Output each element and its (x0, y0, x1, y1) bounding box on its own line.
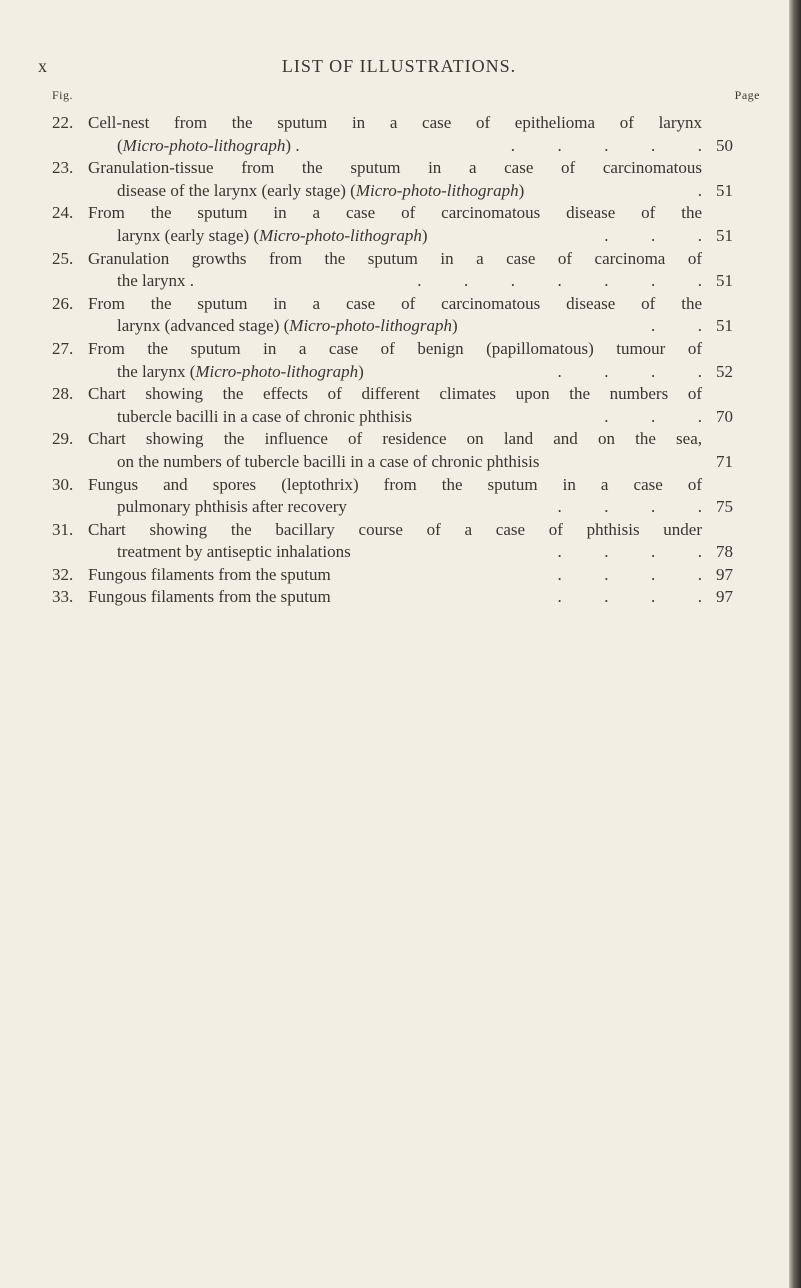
dot-leader: . . . . (557, 497, 702, 517)
entry-description-continued (117, 406, 412, 429)
figure-number: 24. (52, 203, 74, 223)
page-number-ref: 97 (716, 564, 733, 584)
page-number-ref: 51 (716, 316, 733, 336)
entry-description-continued (117, 270, 194, 293)
entry-line (52, 541, 760, 564)
plate-type: Micro-photo-lithograph (259, 225, 422, 245)
entry-description-continued (117, 496, 347, 519)
description-text: disease of the larynx (early stage) ( (117, 180, 356, 200)
entry-description-continued (117, 315, 458, 338)
description-text: ) . (285, 135, 300, 155)
plate-type: Micro-photo-lithograph (289, 316, 453, 336)
description-text: ) (358, 361, 364, 381)
entry-line (52, 586, 760, 609)
entry-description-continued (117, 180, 524, 203)
entry-line (52, 225, 760, 248)
entry-description: Fungous filaments from the sputum (88, 587, 331, 607)
entry-description: From the sputum in a case of benign (papillomatous) tumour of (88, 338, 702, 358)
page-number-ref: 52 (716, 361, 733, 381)
description-text: the larynx ( (117, 361, 196, 381)
page-number-ref: 70 (716, 406, 733, 426)
figure-number: 22. (52, 113, 74, 132)
entry-description: Cell-nest from the sputum in a case of epithelioma of larynx (88, 113, 702, 132)
running-head (38, 56, 760, 80)
entry-description: Chart showing the effects of different climates upon the numbers of (88, 384, 702, 404)
figure-number: 28. (52, 384, 74, 404)
entry-line (52, 564, 760, 587)
list-item (52, 248, 760, 293)
page-number-ref: 78 (716, 542, 733, 562)
illustrations-list (52, 112, 760, 609)
description-text: ( (117, 135, 123, 155)
page-number-ref: 71 (716, 451, 733, 471)
page-number-ref: 50 (716, 135, 733, 155)
entry-description-continued (117, 135, 300, 158)
entry-line (52, 248, 760, 271)
list-item (52, 293, 760, 338)
entry-description: Granulation-tissue from the sputum in a case of carcinomatous (88, 158, 702, 178)
dot-leader: . . . . (557, 361, 702, 381)
figure-number: 25. (52, 248, 74, 268)
description-text: larynx (early stage) ( (117, 225, 260, 245)
page-number-ref: 75 (716, 497, 733, 517)
dot-leader: . . . (604, 406, 702, 426)
entry-line (52, 383, 760, 406)
list-item (52, 202, 760, 247)
figure-number: 27. (52, 338, 74, 358)
description-text: ) (421, 225, 428, 245)
entry-description-continued (117, 541, 351, 564)
dot-leader: . . . . . . . (417, 271, 702, 291)
entry-line (52, 451, 760, 474)
plate-type: Micro-photo-lithograph (122, 135, 286, 155)
page-number-ref: 97 (716, 587, 733, 607)
list-item (52, 428, 760, 473)
figure-number: 33. (52, 587, 74, 607)
entry-line (52, 135, 760, 158)
figure-number: 23. (52, 158, 74, 178)
book-spine-edge (789, 0, 801, 1288)
page-number-ref: 51 (716, 225, 733, 245)
entry-line (52, 496, 760, 519)
entry-description-continued (117, 361, 364, 384)
figure-number: 30. (52, 474, 74, 494)
list-item (52, 157, 760, 202)
figure-number: 31. (52, 519, 74, 539)
plate-type: Micro-photo-lithograph (355, 180, 519, 200)
entry-description: Granulation growths from the sputum in a case of carcinoma of (88, 248, 702, 268)
entry-description-continued (117, 225, 428, 248)
figure-number: 26. (52, 293, 74, 313)
page-number-ref: 51 (716, 180, 733, 200)
entry-description: Chart showing the bacillary course of a case of phthisis under (88, 519, 702, 539)
entry-line (52, 180, 760, 203)
list-item (52, 586, 760, 609)
list-item (52, 519, 760, 564)
dot-leader: . . . . (557, 542, 702, 562)
entry-description: Fungus and spores (leptothrix) from the sputum in a case of (88, 474, 702, 494)
page-number-ref: 51 (716, 271, 733, 291)
entry-description: From the sputum in a case of carcinomatous disease of the (88, 203, 702, 223)
entry-line (52, 315, 760, 338)
dot-leader: . . (651, 316, 702, 336)
description-text: on the numbers of tubercle bacilli in a case of chronic phthisis (117, 451, 540, 471)
dot-leader: . . . . (557, 564, 702, 584)
entry-line (52, 293, 760, 316)
page-column-heading: Page (734, 88, 760, 102)
column-headings (52, 88, 760, 104)
description-text: pulmonary phthisis after recovery (117, 497, 347, 517)
entry-description: Fungous filaments from the sputum (88, 564, 331, 584)
entry-line (52, 406, 760, 429)
entry-line (52, 338, 760, 361)
list-item (52, 474, 760, 519)
entry-description: From the sputum in a case of carcinomatous disease of the (88, 293, 702, 313)
plate-type: Micro-photo-lithograph (195, 361, 359, 381)
list-item (52, 338, 760, 383)
description-text: treatment by antiseptic inhalations (117, 542, 351, 562)
entry-description: Chart showing the influence of residence on land and on the sea, (88, 429, 702, 449)
page-title: LIST OF ILLUSTRATIONS. (281, 56, 517, 76)
list-item (52, 383, 760, 428)
entry-line (52, 112, 760, 135)
entry-line (52, 428, 760, 451)
description-text: larynx (advanced stage) ( (117, 316, 290, 336)
list-item (52, 112, 760, 157)
entry-line (52, 474, 760, 497)
entry-line (52, 270, 760, 293)
dot-leader: . (697, 180, 702, 200)
figure-number: 32. (52, 564, 74, 584)
entry-line (52, 519, 760, 542)
fig-column-heading: Fig. (52, 88, 74, 102)
description-text: ) (452, 316, 458, 336)
dot-leader: . . . (604, 225, 702, 245)
list-item (52, 564, 760, 587)
entry-line (52, 361, 760, 384)
dot-leader: . . . . . (510, 135, 702, 155)
figure-number: 29. (52, 429, 74, 449)
description-text: tubercle bacilli in a case of chronic phthisis (117, 406, 413, 426)
description-text: the larynx . (117, 271, 194, 291)
entry-line (52, 202, 760, 225)
dot-leader: . . . . (557, 587, 702, 607)
entry-description-continued (117, 451, 540, 474)
page-number: x (38, 56, 47, 76)
description-text: ) (518, 180, 525, 200)
entry-line (52, 157, 760, 180)
